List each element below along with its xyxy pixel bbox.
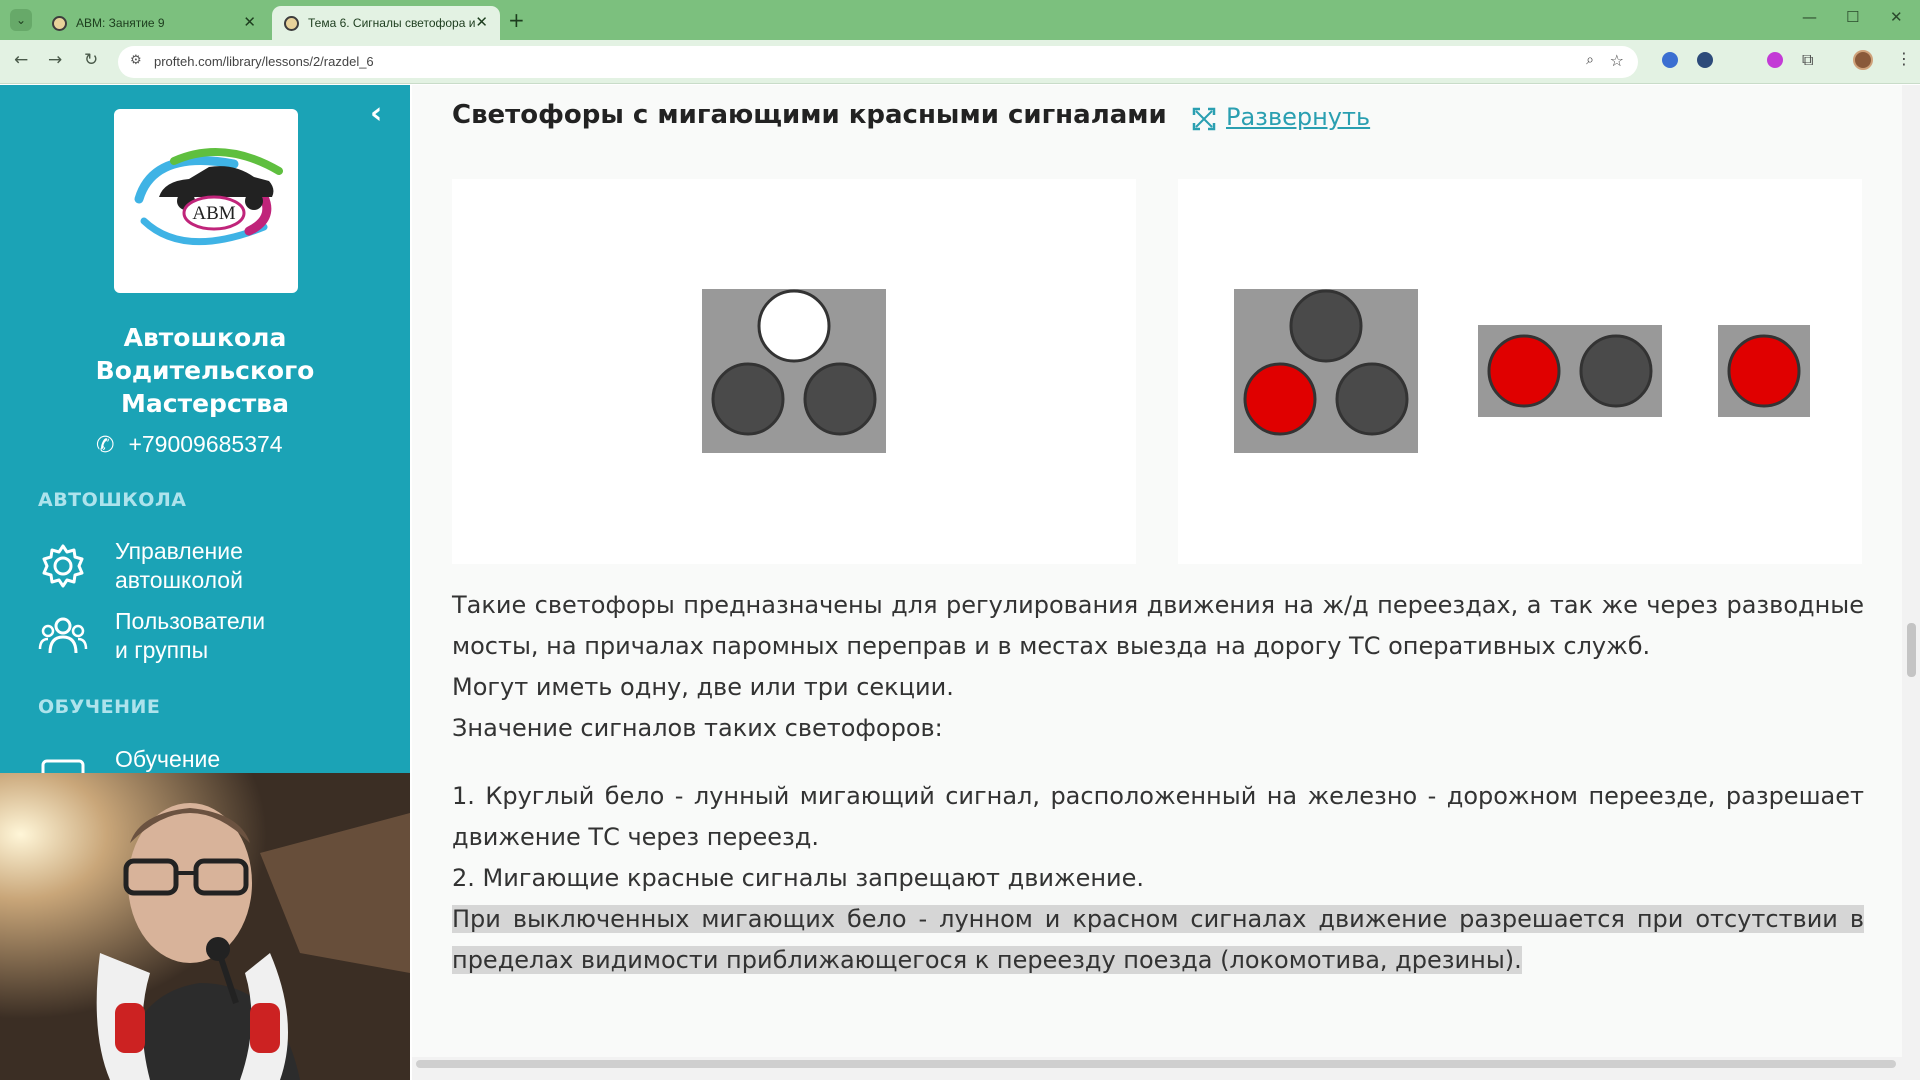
- browser-menu-icon[interactable]: ⋮: [1896, 49, 1912, 68]
- section-title-autoschool: АВТОШКОЛА: [38, 489, 187, 511]
- browser-toolbar: [0, 40, 1920, 84]
- description-paragraph: Такие светофоры предназначены для регулирования движения на ж/д переездах, а так же через разводные мосты, на причалах паромных переправ и в местах выезда на дорогу ТС оперативных служб.: [452, 591, 1864, 660]
- section-title-education: ОБУЧЕНИЕ: [38, 696, 161, 718]
- traffic-light-figure-white: [452, 179, 1136, 564]
- maximize-icon[interactable]: ☐: [1846, 8, 1860, 26]
- new-tab-button[interactable]: +: [508, 8, 525, 32]
- red-signal-off: [805, 364, 875, 434]
- traffic-lights-red-variants: [1178, 179, 1862, 564]
- selected-text[interactable]: При выключенных мигающих бело - лунном и красном сигналах движение разрешается при отсутствии в пределах видимости приближающегося к переезду поезда (локомотива, дрезины).: [452, 905, 1864, 974]
- browser-tab-2[interactable]: [272, 6, 500, 40]
- sidebar-item-label: [115, 745, 220, 774]
- highlighted-note: [452, 899, 1864, 981]
- label-line: и группы: [115, 637, 209, 663]
- extensions-puzzle-icon[interactable]: ⧉: [1802, 50, 1814, 69]
- red-signal-lit: [1729, 336, 1799, 406]
- expand-link[interactable]: Развернуть: [1226, 103, 1371, 131]
- description-paragraph: Могут иметь одну, две или три секции.: [452, 673, 954, 701]
- tab-title: АВМ: Занятие 9: [76, 16, 165, 30]
- tab-close-icon[interactable]: ✕: [475, 14, 488, 31]
- traffic-light-three-section-white: [452, 179, 1136, 564]
- gear-icon: [38, 541, 88, 591]
- label-line: Пользователи: [115, 608, 266, 634]
- browser-tab-1[interactable]: [40, 6, 268, 40]
- extension-globe-icon[interactable]: [1662, 52, 1678, 68]
- signal-meaning-item: 1. Круглый бело - лунный мигающий сигнал, расположенный на железно - дорожном переезде, разрешает движение ТС через переезд.: [452, 782, 1864, 851]
- tab-title: Тема 6. Сигналы светофора и: [308, 16, 476, 30]
- site-info-icon[interactable]: ⚙: [130, 53, 142, 68]
- red-signal-off: [713, 364, 783, 434]
- forward-arrow-icon[interactable]: →: [48, 50, 63, 70]
- school-name: [0, 321, 410, 420]
- white-moon-signal-off: [1291, 291, 1361, 361]
- description-paragraph: Значение сигналов таких светофоров:: [452, 714, 943, 742]
- main-content: [412, 85, 1902, 1057]
- label-line: Управление: [115, 538, 243, 564]
- back-arrow-icon[interactable]: ←: [14, 50, 29, 70]
- profile-avatar[interactable]: [1853, 50, 1873, 70]
- phone-number: +79009685374: [128, 431, 283, 457]
- webcam-video: [0, 773, 410, 1080]
- tab-favicon-icon: [284, 16, 299, 31]
- school-logo[interactable]: [114, 109, 298, 293]
- red-signal-off: [1337, 364, 1407, 434]
- address-bar[interactable]: [118, 46, 1638, 78]
- sidebar-item-school-management[interactable]: [38, 537, 398, 597]
- minimize-icon[interactable]: —: [1802, 8, 1817, 26]
- traffic-light-figure-red: [1178, 179, 1862, 564]
- extension-color-icon[interactable]: [1767, 52, 1783, 68]
- bookmark-star-icon[interactable]: ☆: [1609, 51, 1624, 70]
- school-name-line: Автошкола: [123, 323, 287, 352]
- sidebar-item-label: [115, 537, 243, 595]
- signal-meaning-item: 2. Мигающие красные сигналы запрещают движение.: [452, 864, 1145, 892]
- tab-favicon-icon: [52, 16, 67, 31]
- sidebar-item-users-groups[interactable]: [38, 607, 398, 667]
- page-title: Светофоры с мигающими красными сигналами: [452, 100, 1167, 130]
- collapse-sidebar-chevron-icon[interactable]: ‹: [370, 96, 383, 131]
- horizontal-scrollbar[interactable]: [412, 1057, 1902, 1080]
- white-moon-signal-lit: [759, 291, 829, 361]
- phone-icon: ✆: [96, 432, 115, 457]
- vertical-scrollbar-thumb[interactable]: [1907, 623, 1916, 677]
- red-signal-off: [1581, 336, 1651, 406]
- browser-tab-bar: [0, 0, 1920, 40]
- tab-search-chevron-icon[interactable]: ⌄: [10, 9, 32, 31]
- extension-shield-icon[interactable]: [1697, 52, 1713, 68]
- phone-link[interactable]: [96, 431, 283, 458]
- label-line: Обучение: [115, 746, 221, 772]
- zoom-icon[interactable]: ⌕: [1586, 52, 1594, 68]
- car-logo-icon: [114, 109, 298, 293]
- reload-icon[interactable]: ↻: [84, 50, 99, 70]
- users-icon: [38, 611, 88, 661]
- label-line: автошколой: [115, 567, 243, 593]
- sidebar-item-label: [115, 607, 265, 665]
- vertical-scrollbar[interactable]: [1902, 85, 1920, 1080]
- expand-icon[interactable]: [1192, 107, 1216, 131]
- url-text[interactable]: profteh.com/library/lessons/2/razdel_6: [154, 54, 374, 69]
- extension-icon[interactable]: [1732, 52, 1748, 68]
- window-close-icon[interactable]: ✕: [1890, 8, 1903, 26]
- school-name-line: Водительского: [95, 356, 315, 385]
- webcam-person-image: [0, 773, 410, 1080]
- red-signal-lit: [1489, 336, 1559, 406]
- school-name-line: Мастерства: [121, 389, 289, 418]
- red-signal-lit: [1245, 364, 1315, 434]
- logo-text: ABM: [192, 203, 236, 224]
- tab-close-icon[interactable]: ✕: [243, 14, 256, 31]
- horizontal-scrollbar-thumb[interactable]: [416, 1060, 1896, 1068]
